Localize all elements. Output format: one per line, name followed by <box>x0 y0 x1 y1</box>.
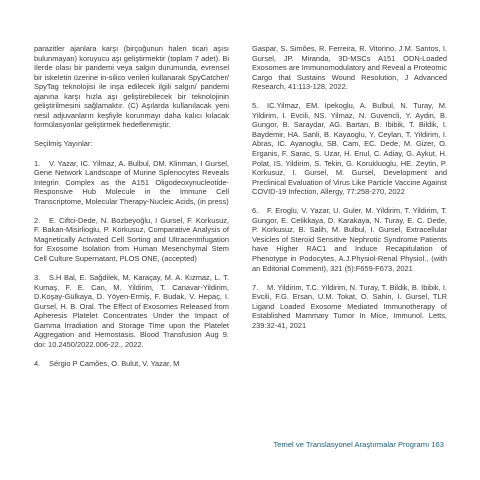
publication-item <box>34 359 229 369</box>
publication-number: 4. <box>34 359 41 369</box>
publication-number: 3. <box>34 273 41 283</box>
spacer <box>34 264 229 274</box>
publication-text: M. Yildirim, T.C. Yildirim, N. Turay, T. Bildik, B. Ibibik, I. Evcili, F.G. Ersan, U.M. Tokat, O. Sahin, I. Gursel, TLR Ligand Loaded Exosome Mediated Immunotherapy of Established Mammary Tumor In Mice, Immunol. Letts, 239:32-41, 2021 <box>252 282 447 330</box>
publication-text: Sérgio P Camões, O. Bulut, V. Yazar, M <box>49 359 180 369</box>
publication-text: V. Yazar, IC. Yilmaz, A. Bulbul, DM. Klinman, I Gursel, Gene Network Landscape of Murine Splenocytes Reveals Integrin Complex as the A151 Oligodeoxynucleotide-Responsive Hub Molecule in the Immune Cell Transcriptome, Molecular Therapy-Nucleic Acids, (in press) <box>34 158 229 206</box>
publication-item <box>252 206 447 273</box>
publication-item <box>252 283 447 331</box>
publication-item <box>34 216 229 264</box>
publication-item <box>34 159 229 207</box>
publication-number: 5. <box>252 101 259 111</box>
page-footer <box>273 440 444 449</box>
running-title: Temel ve Translasyonel Araştırmalar Programı <box>273 440 430 449</box>
intro-paragraph: parazitler ajanlara karşı (birçoğunun halen ticari aşısı bulunmayan) koruyucu aşı geliştirmektir (toplam 7 adet). Bi İlerde olası bir pandemi veya salgın durumunda, evrensel bir iskeletin üzerine in-silico verileri kullanarak SpyCatcher/ SpyTag teknolojisi ile inşa edilecek ilgili salgın/ pandemi ajanına karşı hızla aşı geliştirebilecek bir teknolojinin geliştirilmesini sağlamaktır. (C) Aşılarda kullanılacak yeni nesil adjuvanların keşfiyle korunmayı daha kalıcı kılacak formülasyonlar geliştirmek hedeflenmiştir. <box>34 44 229 130</box>
left-column <box>34 44 229 369</box>
spacer <box>34 350 229 360</box>
publication-number: 7. <box>252 282 259 292</box>
page-number: 163 <box>431 440 444 449</box>
publication-text: IC.Yilmaz, EM. Ipekoglu, A. Bulbul, N. Turay, M. Yildirim, I. Evcili, NS. Yilmaz, N. Guvencli, Y. Aydin, B. Gungor, B. Saraydar, AG. Bartan, B. Ibibik, T. Bildik, I. Baydemir, HA. Sanli, B. Kayaoglu, Y. Ceylan, T. Yildirim, I. Abras, IC. Ayanoglu, SB. Cam, EC. Dede, M. Gizer, O. Erganis, F. Sarac, S. Uzar, H. Enul, C. Adiay, G. Aykut, H. Polat, IS. Yildirim, S. Tekin, G. Korukluoglu, HE. Zeytin, P. Korkusuz, I. Gursel, M. Gursel, Development and Preclinical Evaluation of Virus Like Particle Vaccine Against COVID-19 Infection, Allergy, 77:258-270, 2022 <box>252 101 447 197</box>
publication-text: E. Ciftci-Dede, N. Bozbeyoğlu, I Gursel, F. Korkusuz, F. Bakan-Misirlioglu, P. Korkusuz, Comparative Analysis of Magnetically Activated Cell Sorting and Ultracentrifugation for Exosome Isolation from Human Mesenchymal Stem Cell Culture Supernatant, PLOS ONE, (accepted) <box>34 215 229 264</box>
right-column <box>252 44 447 330</box>
spacer <box>252 197 447 207</box>
spacer <box>34 130 229 140</box>
spacer <box>252 92 447 102</box>
publication-item <box>34 273 229 349</box>
spacer <box>34 149 229 159</box>
spacer <box>34 206 229 216</box>
publications-heading: Seçilmiş Yayınlar: <box>34 139 93 149</box>
publication-number: 6. <box>252 206 259 216</box>
spacer <box>252 273 447 283</box>
publication-item <box>252 101 447 196</box>
publication-number: 2. <box>34 215 41 225</box>
publication-continuation: Gaspar, S. Simões, R. Ferreira, R. Vitorino, J M. Santos, I. Gursel, JP. Miranda, 3D-MSCs A151 ODN-Loaded Exosomes are Immunomodulatory and Reveal a Proteomic Cargo that Sustains Wound Resolution, J Advanced Research, 41:113-128, 2022. <box>252 44 447 92</box>
publication-number: 1. <box>34 158 41 168</box>
publication-text: S.H Bal, E. Sağdilek, M. Karaçay, M. A. Kızmaz, L. T. Kumaş, F. E. Can, M. Yildirim, T. Canavar-Yildirim, D.Koşay-Gülkaya, D. Yöyen-Ermiş, F. Budak, V. Hepaç, I. Gursel, H. B. Oral. The Effect of Exosomes Released from Apheresis Platelet Concentrates Under the Impact of Gamma Irradiation and Storage Time upon the Platelet Aggregation and Hemostasis. Blood Transfusion Aug 9. doi: 10.2450/2022.006-22., 2022. <box>34 273 229 349</box>
publication-text: F. Eroglu, V. Yazar, U. Guler, M. Yildirim, T. Yildirim, T. Gungor, E. Celikkaya, D. Karakaya, N. Turay, E. C. Dede, P. Korkusuz, B. Salih, M. Bulbul, I. Gursel, Extracellular Vesicles of Steroid Sensitive Nephrotic Syndrome Patients have Higher RAC1 and Induce Recapitulation of Phenotype in Podocytes, A.J.Physiol-Renal Physiol., (with an Editorial Comment), 321 (5):F659-F673, 2021 <box>252 206 447 273</box>
